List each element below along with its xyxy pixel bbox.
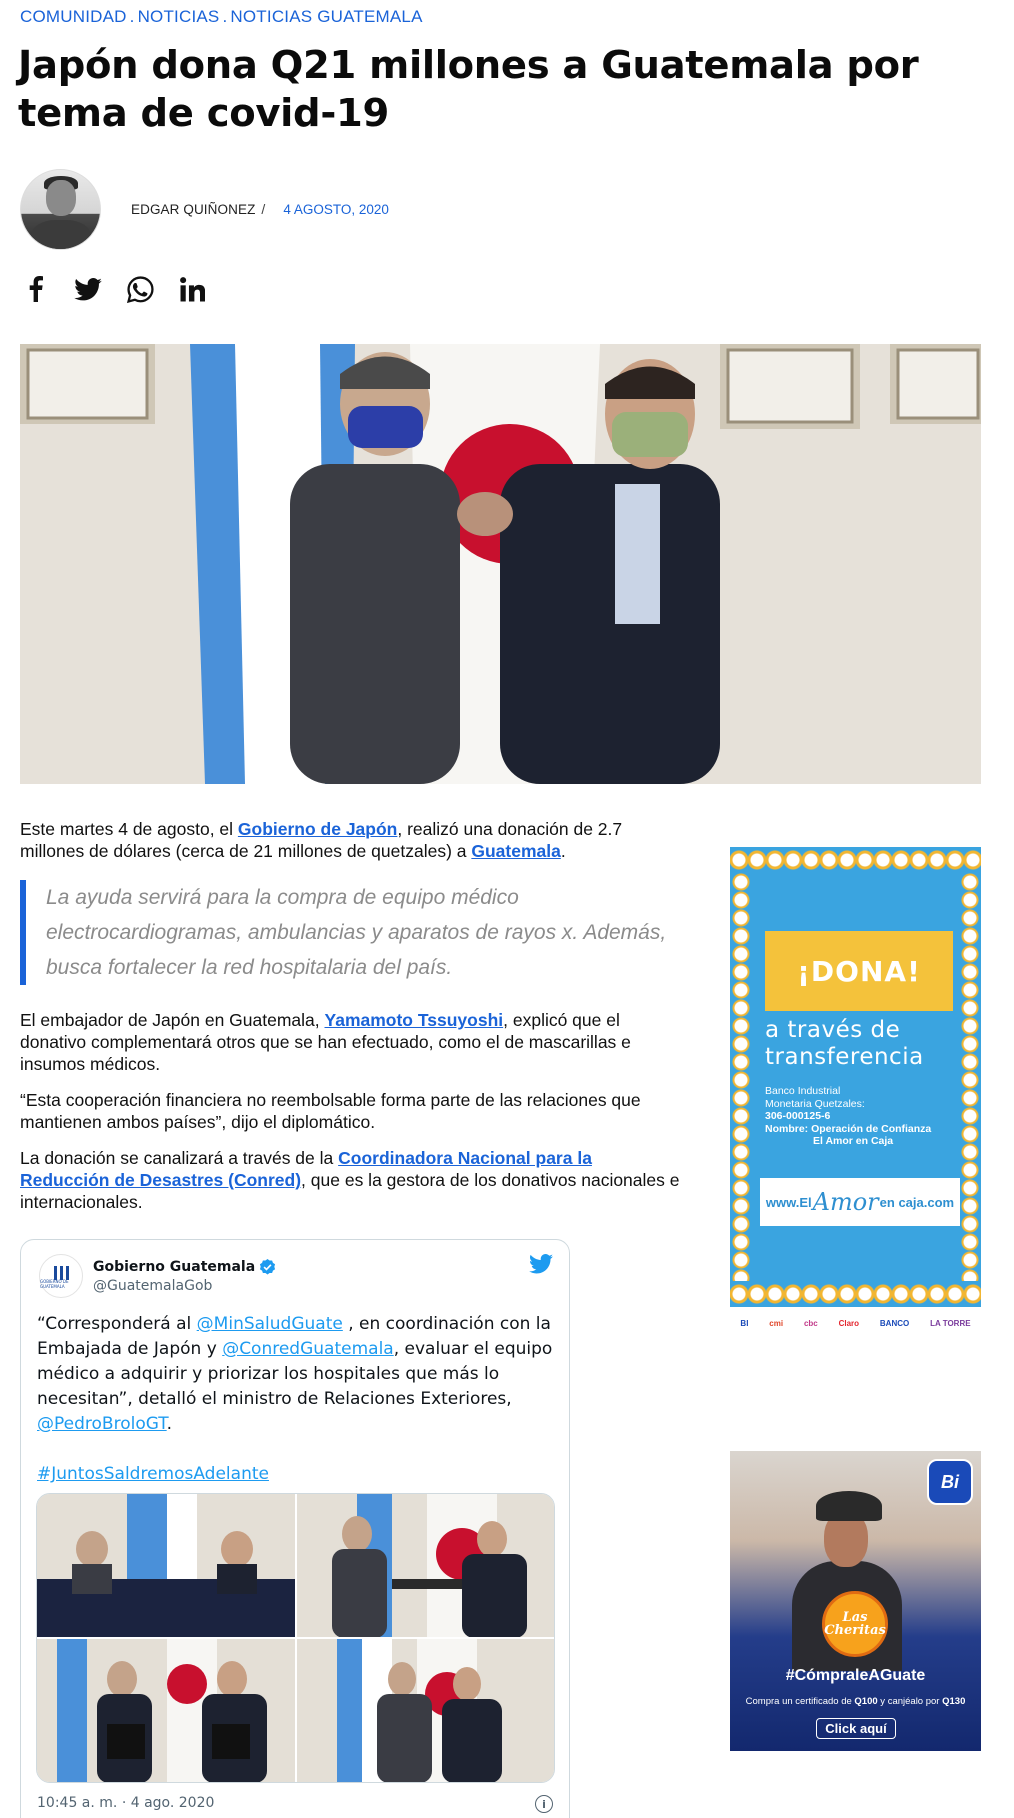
tweet-photo[interactable] xyxy=(37,1494,295,1637)
twitter-icon[interactable] xyxy=(74,275,102,303)
publish-date: 4 AGOSTO, 2020 xyxy=(283,201,389,217)
tweet-handle[interactable]: @GuatemalaGob xyxy=(93,1277,213,1294)
share-bar xyxy=(22,275,206,303)
tweet-header xyxy=(39,1254,276,1298)
ad-hashtag: #CómpraleAGuate xyxy=(785,1667,926,1684)
article-paragraph: El embajador de Japón en Guatemala, Yamamoto Tssuyoshi, explicó que el donativo complementará otros que se han efectuado, como el de mascarillas e insumos médicos. xyxy=(20,1010,631,1074)
ad-dona-sponsor-logos: BI cmi cbc Claro BANCO LA TORRE xyxy=(740,1318,971,1328)
tweet-avatar[interactable]: GOBIERNO DE GUATEMALA xyxy=(39,1254,83,1298)
tweet-text: “Corresponderá al @MinSaludGuate , en coordinación con la Embajada de Japón y @ConredGuatemala, evaluar el equipo médico a adquirir y priorizar los hospitales que más lo necesitan”, detalló el ministro de Relaciones Exteriores, @PedroBroloGT. #JuntosSaldremosAdelante xyxy=(37,1314,553,1484)
twitter-bird-icon[interactable] xyxy=(529,1254,553,1278)
facebook-icon[interactable] xyxy=(22,275,50,303)
pull-quote: La ayuda servirá para la compra de equipo médico electrocardiogramas, ambulancias y aparatos de rayos x. Además, busca fortalecer la red hospitalaria del país. xyxy=(20,880,680,985)
breadcrumb-item-noticias[interactable]: NOTICIAS xyxy=(137,7,220,26)
ad-brand-logo: Las Cheritas xyxy=(822,1591,888,1657)
ad-dona-url[interactable]: www.El Amor en caja.com xyxy=(760,1178,960,1226)
tweet-photo[interactable] xyxy=(37,1639,295,1782)
link-guatemala[interactable]: Guatemala xyxy=(471,841,561,861)
ad-dona-subtitle: a través de transferencia xyxy=(765,1017,924,1070)
info-icon[interactable]: i xyxy=(535,1795,553,1813)
breadcrumb xyxy=(20,7,423,27)
tweet-photo[interactable] xyxy=(297,1639,555,1782)
ad-compraleaguate[interactable] xyxy=(730,1451,981,1751)
tweet-author-name[interactable]: Gobierno Guatemala xyxy=(93,1259,276,1276)
breadcrumb-item-noticias-guatemala[interactable]: NOTICIAS GUATEMALA xyxy=(230,7,423,26)
bi-logo: Bi xyxy=(927,1459,973,1505)
author-name[interactable]: EDGAR QUIÑONEZ xyxy=(131,201,256,217)
author-avatar[interactable] xyxy=(20,169,101,250)
ad-click-button[interactable]: Click aquí xyxy=(816,1718,896,1739)
breadcrumb-separator: . xyxy=(222,7,228,26)
breadcrumb-item-comunidad[interactable]: COMUNIDAD xyxy=(20,7,127,26)
author-date-separator: / xyxy=(261,201,266,217)
tweet-media-grid xyxy=(36,1493,555,1783)
breadcrumb-separator: . xyxy=(129,7,135,26)
ad-dona[interactable] xyxy=(730,847,981,1337)
link-yamamoto-tssuyoshi[interactable]: Yamamoto Tssuyoshi xyxy=(324,1010,504,1030)
article-body xyxy=(20,818,680,1227)
link-gobierno-japon[interactable]: Gobierno de Japón xyxy=(237,819,398,839)
hashtag-juntossaldremosadelante[interactable]: #JuntosSaldremosAdelante xyxy=(37,1464,269,1484)
tweet-timestamp[interactable]: 10:45 a. m. · 4 ago. 2020 xyxy=(37,1795,215,1811)
article-paragraph: La donación se canalizará a través de la Coordinadora Nacional para la Reducción de Desastres (Conred), que es la gestora de los donativos nacionales e internacionales. xyxy=(20,1148,680,1212)
mention-pedrobrologt[interactable]: @PedroBroloGT xyxy=(37,1414,167,1434)
hero-image xyxy=(20,344,981,784)
embedded-tweet[interactable] xyxy=(20,1239,570,1818)
author-row xyxy=(20,169,389,249)
ad-dona-banner[interactable] xyxy=(730,847,981,1307)
ad-promo-text: Compra un certificado de Q100 y canjéalo por Q130 xyxy=(745,1696,966,1707)
ad-dona-heading: ¡DONA! xyxy=(765,931,953,1011)
article-title: Japón dona Q21 millones a Guatemala por tema de covid-19 xyxy=(18,43,919,136)
whatsapp-icon[interactable] xyxy=(126,275,154,303)
article-paragraph: “Esta cooperación financiera no reembolsable forma parte de las relaciones que mantienen ambos países”, dijo el diplomático. xyxy=(20,1090,641,1132)
linkedin-icon[interactable] xyxy=(178,275,206,303)
article-paragraph: Este martes 4 de agosto, el Gobierno de Japón, realizó una donación de 2.7 millones de dólares (cerca de 21 millones de quetzales) a Guatemala. xyxy=(20,819,623,861)
tweet-photo[interactable] xyxy=(297,1494,555,1637)
mention-conredguatemala[interactable]: @ConredGuatemala xyxy=(222,1339,394,1359)
mention-minsaludguate[interactable]: @MinSaludGuate xyxy=(196,1314,343,1334)
link-conred[interactable]: Coordinadora Nacional para la Reducción de Desastres (Conred) xyxy=(20,1148,592,1190)
ad-dona-bank-info: Banco Industrial Monetaria Quetzales: 306-000125-6 Nombre: Operación de Confianza El Amor en Caja xyxy=(765,1085,932,1147)
verified-badge-icon xyxy=(259,1259,276,1276)
